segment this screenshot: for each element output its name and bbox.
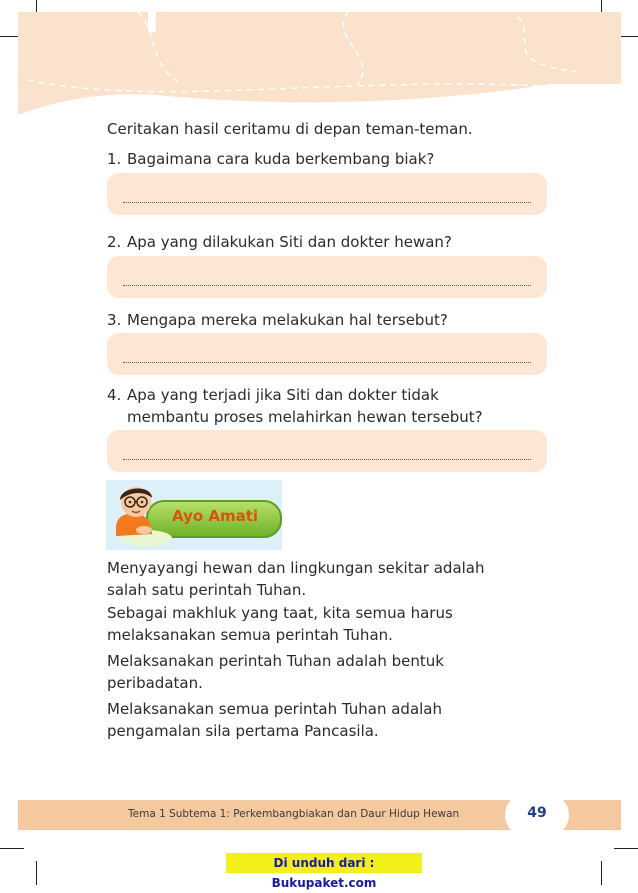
answer-box-2[interactable]	[107, 256, 547, 298]
paragraph-3	[107, 650, 547, 694]
header-dashes	[18, 12, 621, 84]
paragraph-4	[107, 698, 547, 742]
boy-illustration-icon	[108, 482, 178, 548]
ayo-amati-banner	[106, 480, 282, 550]
question-text: Bagaimana cara kuda berkembang biak?	[127, 150, 435, 168]
paragraph-line: Sebagai makhluk yang taat, kita semua harus	[107, 604, 453, 622]
question-2	[107, 231, 452, 253]
question-1	[107, 148, 434, 170]
download-note: Di unduh dari : Bukupaket.com	[226, 853, 422, 873]
question-number: 1.	[107, 150, 122, 168]
answer-line	[123, 362, 531, 363]
paragraph-2	[107, 602, 547, 646]
question-text: Apa yang dilakukan Siti dan dokter hewan?	[127, 233, 452, 251]
page-number: 49	[527, 805, 547, 821]
crop-mark	[601, 861, 602, 885]
paragraph-line: Melaksanakan perintah Tuhan adalah bentuk	[107, 652, 444, 670]
question-text: Apa yang terjadi jika Siti dan dokter tidak	[127, 386, 439, 404]
paragraph-line: salah satu perintah Tuhan.	[107, 581, 307, 599]
intro-text: Ceritakan hasil ceritamu di depan teman-teman.	[107, 120, 473, 138]
answer-line	[123, 285, 531, 286]
question-3	[107, 309, 448, 331]
answer-line	[123, 202, 531, 203]
paragraph-line: peribadatan.	[107, 674, 203, 692]
crop-mark	[36, 861, 37, 885]
ayo-amati-label: Ayo Amati	[172, 507, 259, 525]
answer-box-4[interactable]	[107, 430, 547, 472]
question-number: 3.	[107, 311, 122, 329]
question-number: 2.	[107, 233, 122, 251]
paragraph-line: pengamalan sila pertama Pancasila.	[107, 722, 379, 740]
answer-box-3[interactable]	[107, 333, 547, 375]
crop-mark	[614, 848, 638, 849]
crop-mark	[0, 848, 24, 849]
answer-line	[123, 459, 531, 460]
paragraph-line: melaksanakan semua perintah Tuhan.	[107, 626, 393, 644]
question-text-continued: membantu proses melahirkan hewan tersebut?	[127, 408, 483, 426]
paragraph-line: Melaksanakan semua perintah Tuhan adalah	[107, 700, 443, 718]
footer-title: Tema 1 Subtema 1: Perkembangbiakan dan Daur Hidup Hewan	[128, 808, 460, 820]
answer-box-1[interactable]	[107, 173, 547, 215]
paragraph-1	[107, 557, 547, 601]
paragraph-line: Menyayangi hewan dan lingkungan sekitar adalah	[107, 559, 485, 577]
question-number: 4.	[107, 386, 122, 404]
question-text: Mengapa mereka melakukan hal tersebut?	[127, 311, 448, 329]
question-4	[107, 384, 483, 428]
